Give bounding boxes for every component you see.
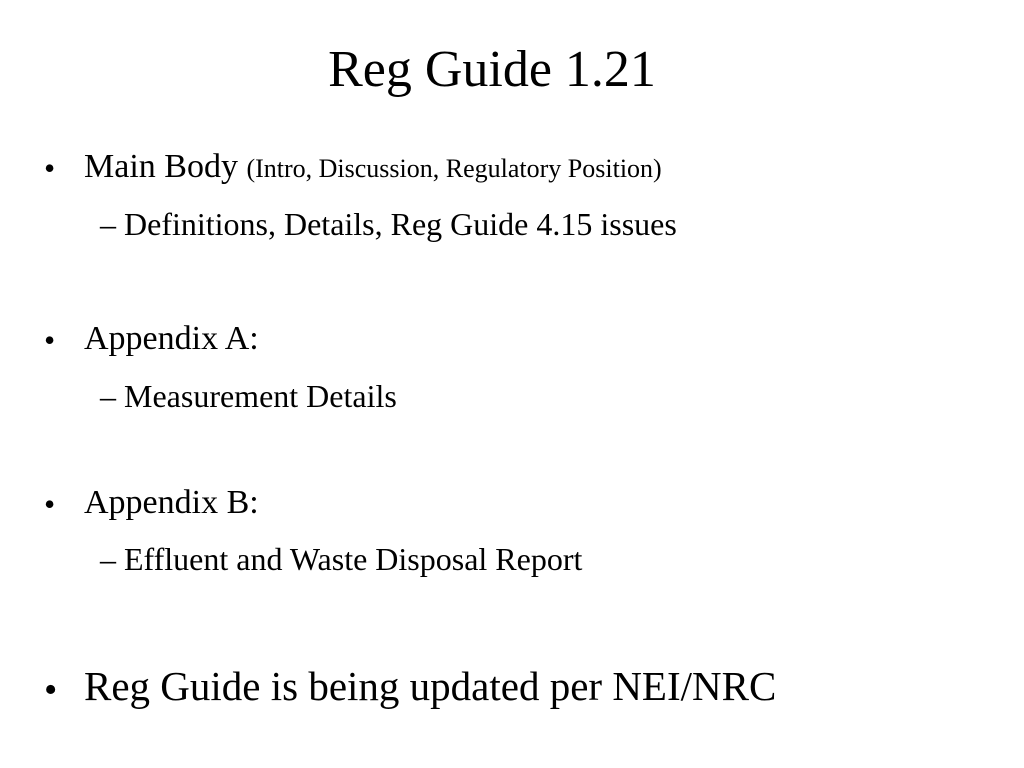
sub-bullet-measurement-details: – Measurement Details (100, 378, 397, 414)
bullet-reg-guide-update: Reg Guide is being updated per NEI/NRC (84, 663, 777, 709)
sub-bullet-definitions: – Definitions, Details, Reg Guide 4.15 issues (100, 206, 677, 242)
bullet-main-body (84, 150, 662, 184)
bullet-main-body-note: (Intro, Discussion, Regulatory Position) (246, 154, 662, 183)
bullet-icon: • (44, 322, 56, 358)
bullet-appendix-a: Appendix A: (84, 320, 259, 357)
sub-bullet-effluent-report: – Effluent and Waste Disposal Report (100, 541, 583, 577)
bullet-icon: • (44, 486, 56, 522)
bullet-main-body-text: Main Body (84, 148, 238, 185)
bullet-appendix-b: Appendix B: (84, 484, 259, 521)
bullet-icon: • (44, 669, 58, 711)
bullet-icon: • (44, 150, 56, 186)
slide-title: Reg Guide 1.21 (328, 41, 656, 98)
